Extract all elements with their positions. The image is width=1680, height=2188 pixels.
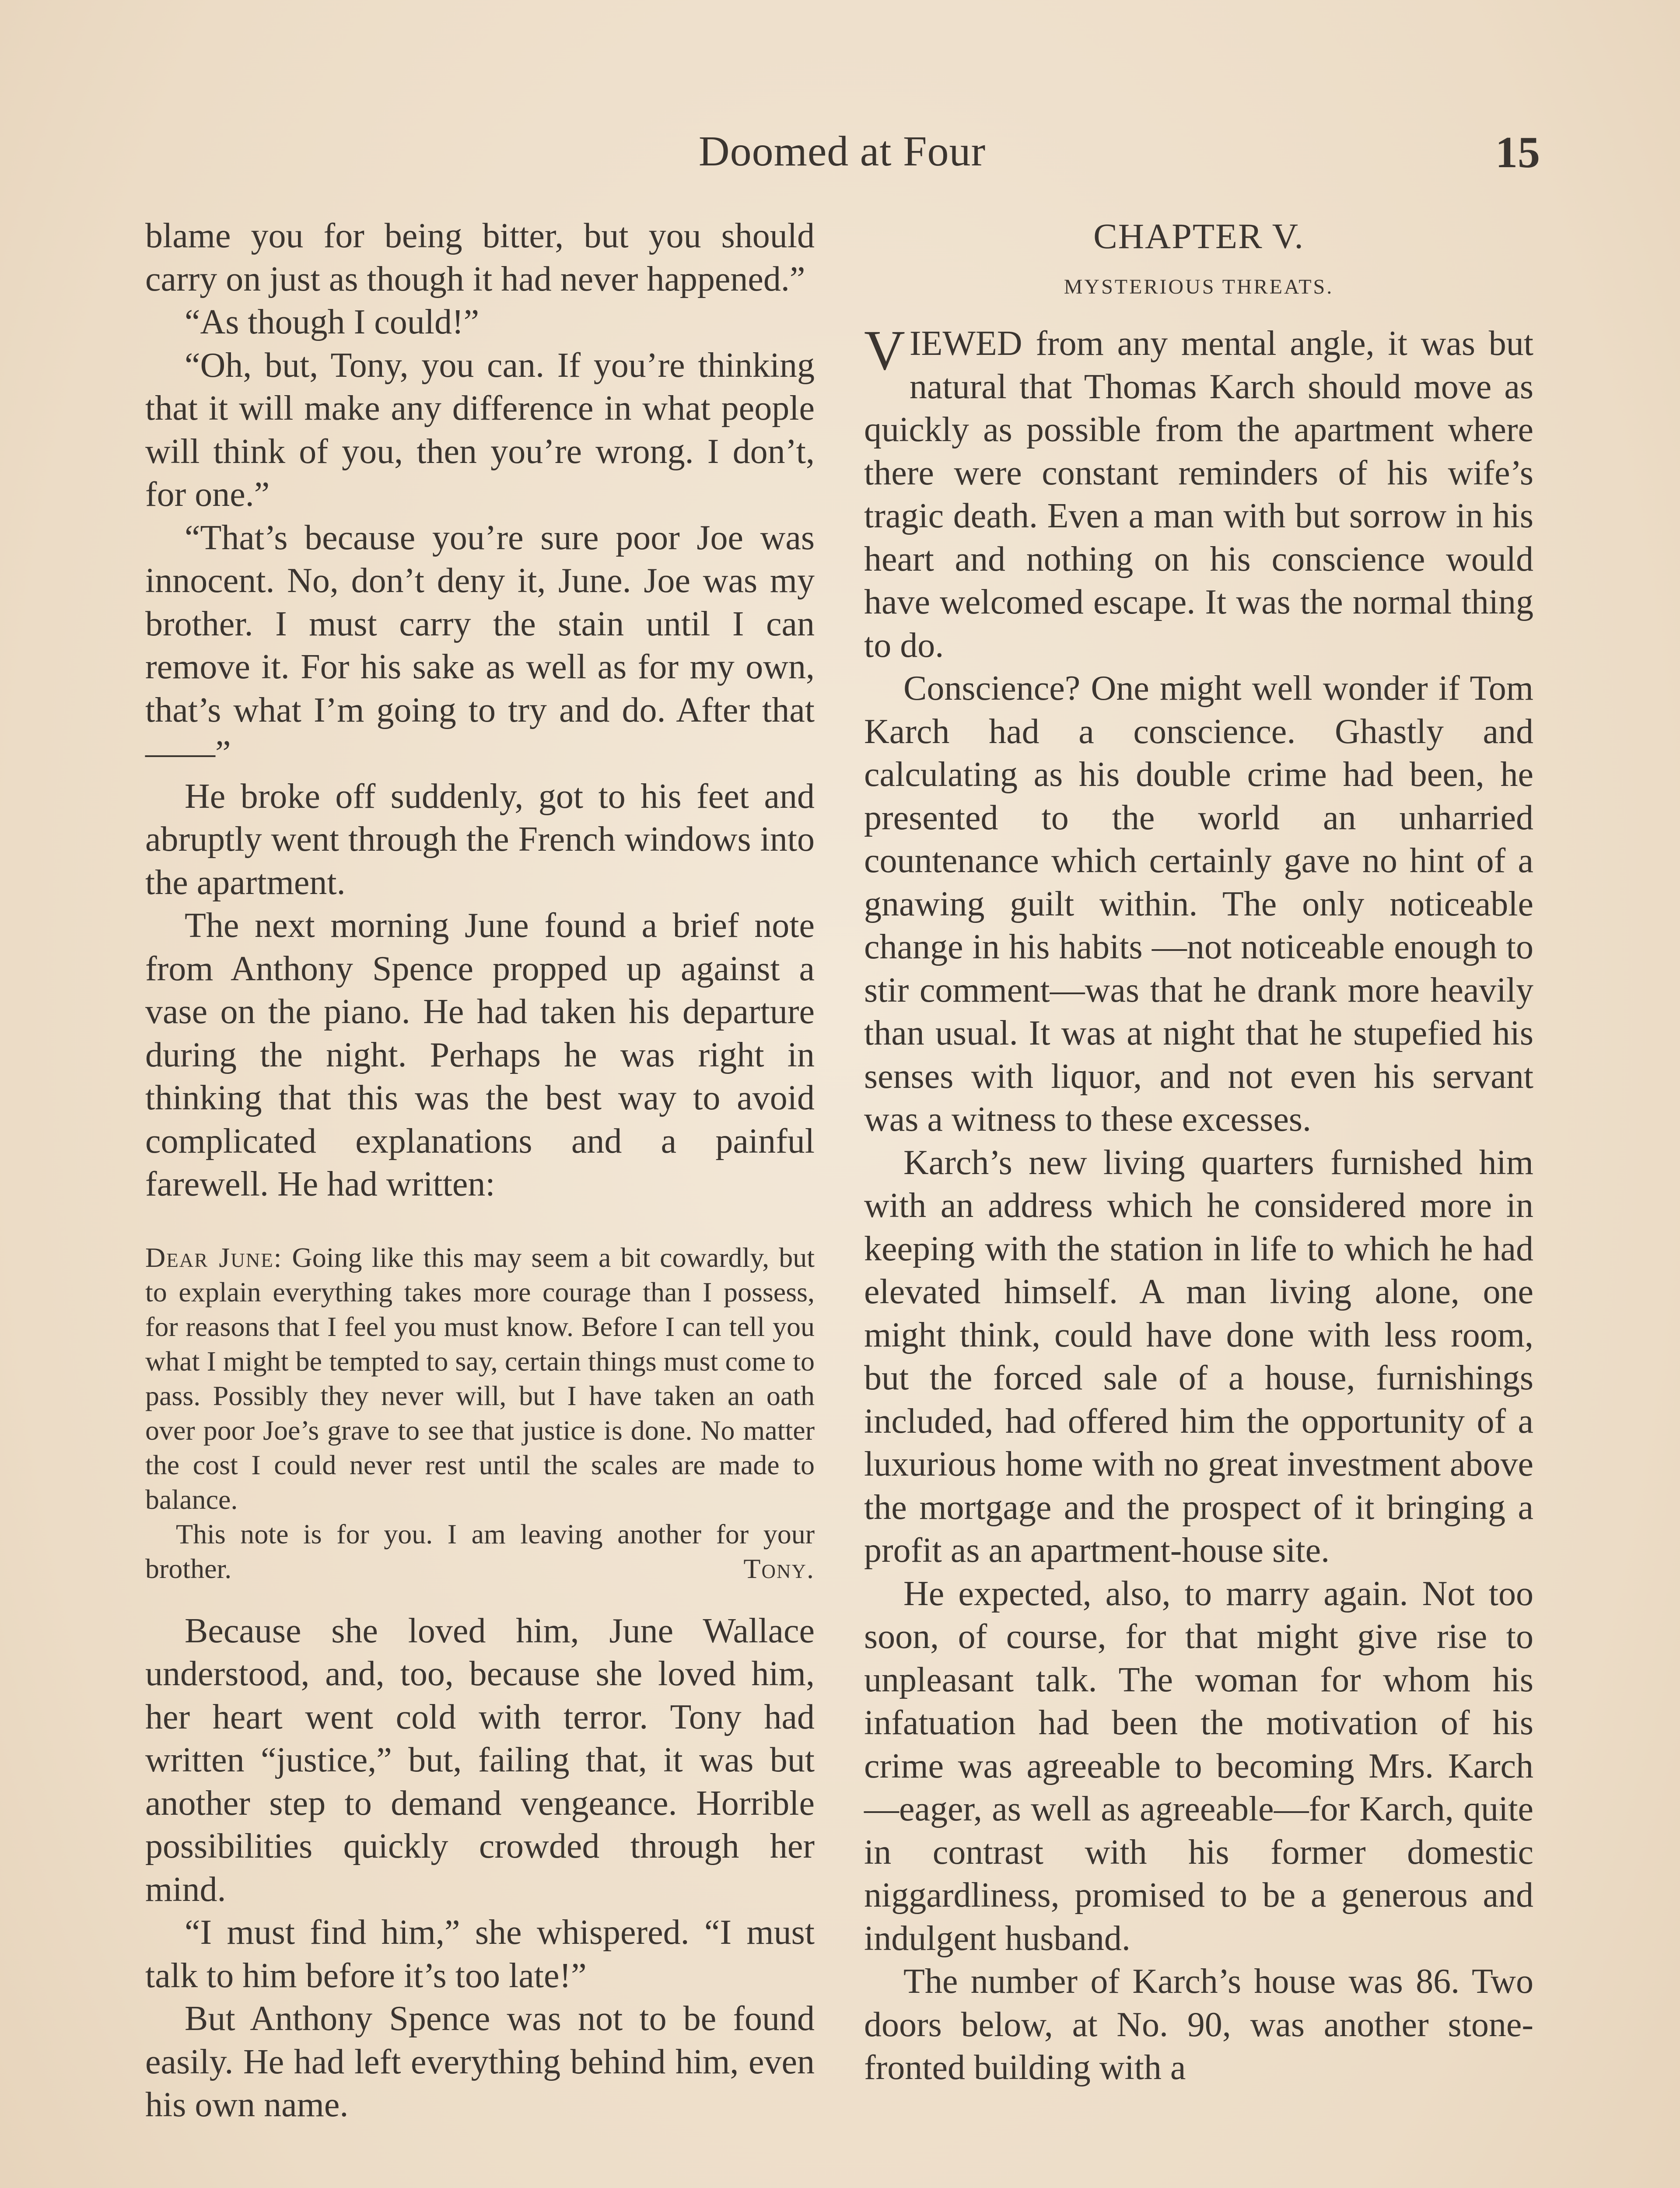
paragraph: blame you for being bitter, but you should carry on just as though it had never happened.” <box>145 217 815 298</box>
paragraph: He broke off suddenly, got to his feet and abruptly went through the French windows into the apartment. <box>145 777 815 902</box>
letter-postscript-paragraph <box>145 1517 815 1586</box>
paragraph: But Anthony Spence was not to be found easily. He had left everything behind him, even his own name. <box>145 1999 815 2124</box>
left-column <box>145 214 815 2127</box>
first-paragraph <box>864 319 1533 667</box>
right-column <box>864 214 1533 2090</box>
paragraph: The next morning June found a brief note from Anthony Spence propped up against a vase on the piano. He had taken his departure during the night. Perhaps he was right in thinking that this was the best way to avoid complicated explanations and a painful farewell. He had written: <box>145 906 815 1203</box>
paragraph: Conscience? One might well wonder if Tom Karch had a conscience. Ghastly and calculating as his double crime had been, he presented to the world an unharried countenance which certainly gave no hint of a gnawing guilt within. The only noticeable change in his habits —not noticeable enough to stir comment—was that he drank more heavily than usual. It was at night that he stupefied his senses with liquor, and not even his servant was a witness to these excesses. <box>864 669 1533 1139</box>
letter-postscript: This note is for you. I am leaving another for your brother. <box>145 1518 815 1584</box>
chapter-title: CHAPTER V. <box>1093 216 1304 256</box>
letter-body-paragraph <box>145 1240 815 1517</box>
paragraph: “Oh, but, Tony, you can. If you’re thinking that it will make any difference in what people will think of you, then you’re wrong. I don’t, for one.” <box>145 346 815 514</box>
letter-quote <box>145 1240 815 1586</box>
paragraph: The number of Karch’s house was 86. Two doors below, at No. 90, was another stone-fronted building with a <box>864 1962 1533 2087</box>
letter-salutation: Dear June: <box>145 1241 283 1273</box>
page-number: 15 <box>1495 128 1540 177</box>
running-title: Doomed at Four <box>698 128 986 175</box>
page-header <box>144 127 1540 184</box>
first-paragraph-text: IEWED from any mental angle, it was but natural that Thomas Karch should move as quickly as possible from the apartment where there were constant reminders of his wife’s tragic death. Even a man with but sorrow in his heart and nothing on his conscience would have welcomed escape. It was the normal thing to do. <box>864 324 1533 665</box>
paragraph: “As though I could!” <box>185 303 480 341</box>
paragraph: He expected, also, to marry again. Not too soon, of course, for that might give rise to unpleasant talk. The woman for whom his infatuation had been the motivation of his crime was agreeable to becoming Mrs. Karch—eager, as well as agreeable—for Karch, quite in contrast with his former domestic niggardliness, promised to be a generous and indulgent husband. <box>864 1574 1533 1958</box>
paragraph: Karch’s new living quarters furnished him with an address which he considered more in keeping with the station in life to which he had elevated himself. A man living alone, one might think, could have done with less room, but the forced sale of a house, furnishings included, had offered him the opportunity of a luxurious home with no great investment above the mortgage and the prospect of it bringing a profit as an apartment-house site. <box>864 1143 1533 1570</box>
chapter-subtitle: MYSTERIOUS THREATS. <box>1064 275 1334 298</box>
paragraph: Because she loved him, June Wallace understood, and, too, because she loved him, her heart went cold with terror. Tony had written “justice,” but, failing that, it was but another step to demand vengeance. Horrible possibilities quickly crowded through her mind. <box>145 1611 815 1909</box>
paragraph: “That’s because you’re sure poor Joe was innocent. No, don’t deny it, June. Joe was my brother. I must carry the stain until I can remove it. For his sake as well as for my own, that’s what I’m going to try and do. After that——” <box>145 518 815 772</box>
drop-cap: V <box>864 319 905 382</box>
paragraph: “I must find him,” she whispered. “I must talk to him before it’s too late!” <box>145 1913 815 1995</box>
letter-body: Going like this may seem a bit cowardly, but to explain everything takes more courage than I possess, for reasons that I feel you must know. Before I can tell you what I might be tempted to say, certain things must come to pass. Possibly they never will, but I have taken an oath over poor Joe’s grave to see that justice is done. No matter the cost I could never rest until the scales are made to balance. <box>145 1241 815 1515</box>
letter-signature: Tony. <box>743 1553 815 1584</box>
